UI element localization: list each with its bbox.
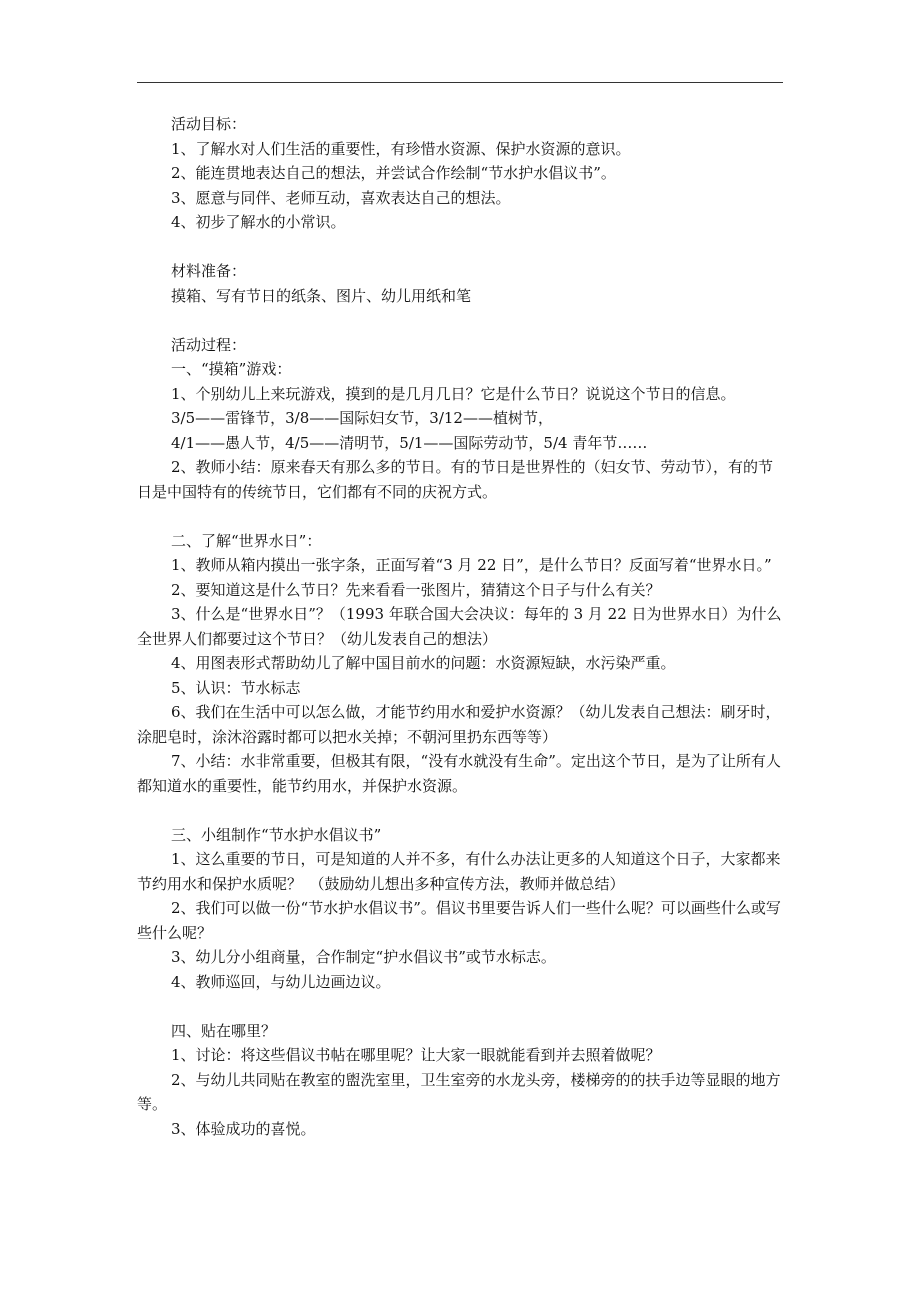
goal-item: 4、初步了解水的小常识。 xyxy=(171,213,346,231)
section2-item: 4、用图表形式帮助幼儿了解中国目前水的问题：水资源短缺，水污染严重。 xyxy=(171,654,676,672)
goal-item: 1、了解水对人们生活的重要性，有珍惜水资源、保护水资源的意识。 xyxy=(171,139,631,158)
section4-item: 1、讨论：将这些倡议书帖在哪里呢？让大家一眼就能看到并去照着做呢？ xyxy=(171,1046,661,1064)
materials-text: 摸箱、写有节日的纸条、图片、幼儿用纸和笔 xyxy=(171,286,472,305)
section2-item: 5、认识：节水标志 xyxy=(171,678,301,697)
section4-item: 3、体验成功的喜悦。 xyxy=(171,1119,316,1138)
section2-item: 3、什么是“世界水日”？（1993 年联合国大会决议：每年的 3 月 22 日为世界水日）为什么全世界人们都要过这个节日？（幼儿发表自己的想法） xyxy=(137,605,782,648)
section2-title: 二、了解“世界水日”： xyxy=(171,531,322,550)
section1-dates: 4/1——愚人节，4/5——清明节，5/1——国际劳动节，5/4 青年节…… xyxy=(171,433,648,452)
section3-item: 4、教师巡回，与幼儿边画边议。 xyxy=(171,972,391,991)
section3-title: 三、小组制作“节水护水倡议书” xyxy=(171,825,382,844)
section1-title: 一、“摸箱”游戏： xyxy=(171,360,292,378)
goal-item: 3、愿意与同伴、老师互动，喜欢表达自己的想法。 xyxy=(171,188,511,207)
section1-item: 2、教师小结：原来春天有那么多的节日。有的节日是世界性的（妇女节、劳动节），有的节日是中国特有的传统节日，它们都有不同的庆祝方式。 xyxy=(137,458,774,501)
section2-item: 7、小结：水非常重要，但极其有限，“没有水就没有生命”。定出这个节日，是为了让所有人都知道水的重要性，能节约用水，并保护水资源。 xyxy=(137,752,781,795)
header-rule xyxy=(137,82,783,83)
materials-heading: 材料准备： xyxy=(171,262,247,280)
section4-title: 四、贴在哪里？ xyxy=(171,1021,277,1040)
section1-dates: 3/5——雷锋节，3/8——国际妇女节，3/12——植树节， xyxy=(171,409,553,427)
section2-item: 2、要知道这是什么节日？先来看看一张图片，猜猜这个日子与什么有关？ xyxy=(171,580,661,599)
goals-heading: 活动目标： xyxy=(171,115,247,133)
section1-item: 1、个别幼儿上来玩游戏，摸到的是几月几日？它是什么节日？说说这个节日的信息。 xyxy=(171,384,736,403)
section3-item: 2、我们可以做一份“节水护水倡议书”。倡议书里要告诉人们一些什么呢？可以画些什么或写些什么呢？ xyxy=(137,899,781,942)
section2-item: 6、我们在生活中可以怎么做，才能节约用水和爱护水资源？（幼儿发表自己想法：刷牙时，涂肥皂时，涂沐浴露时都可以把水关掉；不朝河里扔东西等等） xyxy=(137,703,781,746)
section4-item: 2、与幼儿共同贴在教室的盥洗室里，卫生室旁的水龙头旁，楼梯旁的的扶手边等显眼的地方等。 xyxy=(137,1070,781,1113)
document-body xyxy=(137,112,783,1141)
process-heading: 活动过程： xyxy=(171,335,247,354)
goal-item: 2、能连贯地表达自己的想法，并尝试合作绘制“节水护水倡议书”。 xyxy=(171,164,616,182)
section3-item: 3、幼儿分小组商量，合作制定“护水倡议书”或节水标志。 xyxy=(171,948,556,966)
section2-item: 1、教师从箱内摸出一张字条，正面写着“3 月 22 日”，是什么节日？反面写着“世界水日。” xyxy=(171,556,772,574)
section3-item: 1、这么重要的节日，可是知道的人并不多，有什么办法让更多的人知道这个日子，大家都来节约用水和保护水质呢？ （鼓励幼儿想出多种宣传方法，教师并做总结） xyxy=(137,850,781,893)
